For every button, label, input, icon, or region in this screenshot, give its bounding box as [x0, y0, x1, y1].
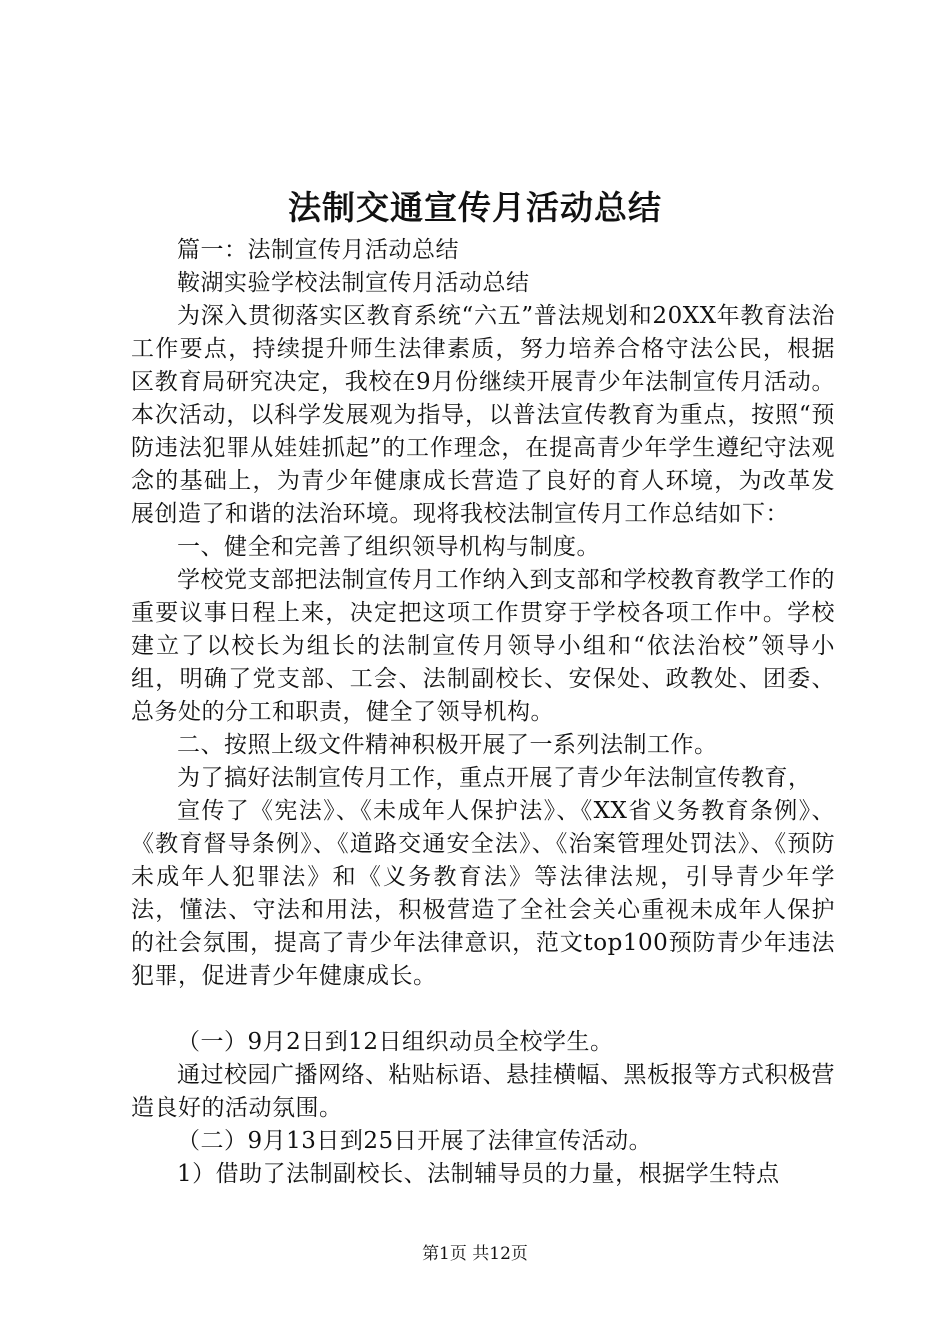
paragraph-heading-2: 二、按照上级文件精神积极开展了一系列法制工作。	[177, 732, 718, 758]
paragraph-section-heading: 篇一：法制宣传月活动总结	[177, 237, 459, 263]
paragraph-subtitle: 鞍湖实验学校法制宣传月活动总结	[177, 270, 530, 296]
paragraph-step-2-detail: 1）借助了法制副校长、法制辅导员的力量，根据学生特点	[177, 1161, 780, 1187]
document-title: 法制交通宣传月活动总结	[288, 188, 662, 227]
paragraph-intro: 为深入贯彻落实区教育系统“六五”普法规划和20XX年教育法治工作要点，持续提升师生法律素质，努力培养合格守法公民，根据区教育局研究决定，我校在9月份继续开展青少年法制宣传月活动。本次活动，以科学发展观为指导，以普法宣传教育为重点，按照“预防违法犯罪从娃娃抓起”的工作理念，在提高青少年学生遵纪守法观念的基础上，为青少年健康成长营造了良好的育人环境，为改革发展创造了和谐的法治环境。现将我校法制宣传月工作总结如下：	[131, 303, 835, 527]
document-body	[131, 234, 835, 1191]
paragraph-heading-1: 一、健全和完善了组织领导机构与制度。	[177, 534, 600, 560]
paragraph-step-1-detail: 通过校园广播网络、粘贴标语、悬挂横幅、黑板报等方式积极营造良好的活动氛围。	[131, 1062, 835, 1121]
paragraph-step-1: （一）9月2日到12日组织动员全校学生。	[177, 1029, 614, 1055]
paragraph-focus: 为了搞好法制宣传月工作，重点开展了青少年法制宣传教育，	[177, 765, 812, 791]
paragraph-laws: 宣传了《宪法》、《未成年人保护法》、《XX省义务教育条例》、《教育督导条例》、《道路交通安全法》、《治案管理处罚法》、《预防未成年人犯罪法》和《义务教育法》等法律法规，引导青少年学法，懂法、守法和用法，积极营造了全社会关心重视未成年人保护的社会氛围，提高了青少年法律意识，范文top100预防青少年违法犯罪，促进青少年健康成长。	[131, 798, 835, 989]
paragraph-organization: 学校党支部把法制宣传月工作纳入到支部和学校教育教学工作的重要议事日程上来，决定把这项工作贯穿于学校各项工作中。学校建立了以校长为组长的法制宣传月领导小组和“依法治校”领导小组，明确了党支部、工会、法制副校长、安保处、政教处、团委、总务处的分工和职责，健全了领导机构。	[131, 567, 835, 725]
page-footer: 第1页 共12页	[422, 1244, 528, 1264]
paragraph-step-2: （二）9月13日到25日开展了法律宣传活动。	[177, 1128, 653, 1154]
